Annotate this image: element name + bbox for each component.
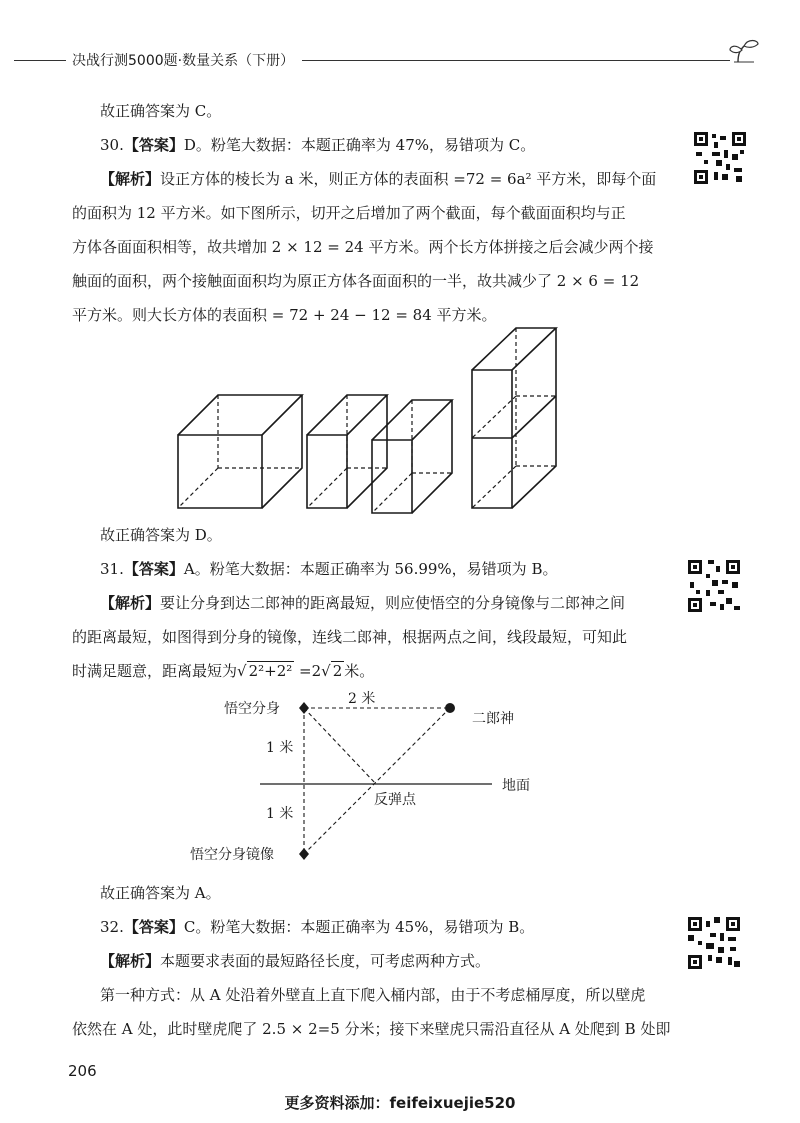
label-ground: 地面 (502, 778, 530, 794)
a31-line-3-text: 时满足题意，距离最短为√ (72, 662, 247, 680)
a32-line-1: 本题要求表面的最短路径长度，可考虑两种方式。 (160, 952, 491, 970)
a30-line-2: 的面积为 12 平方米。如下图所示，切开之后增加了两个截面，每个截面面积均与正 (72, 204, 626, 222)
question-32-analysis (72, 944, 672, 1046)
answer-line-31: 故正确答案为 A。 (100, 884, 221, 902)
running-header-title: 决战行测5000题·数量关系（下册） (72, 53, 295, 69)
a31-eq-text: =2√ (294, 662, 331, 680)
a31-unit: 米。 (344, 662, 375, 680)
label-two-m: 2 米 (348, 691, 376, 707)
a31-radicand-2: 2 (332, 662, 343, 680)
q31-answer-text: A。粉笔大数据：本题正确率为 56.99%，易错项为 B。 (183, 560, 558, 578)
half-cuboid-left (307, 395, 387, 508)
answer-line-30: 故正确答案为 D。 (100, 526, 222, 544)
question-32-answer (100, 910, 534, 944)
a31-radicand: 2²+2² (248, 662, 293, 680)
q30-number: 30. (100, 136, 124, 154)
a32-analysis-tag: 【解析】 (100, 952, 161, 970)
a32-line-3: 依然在 A 处，此时壁虎爬了 2.5 × 2=5 分米；接下来壁虎只需沿直径从 A 处爬到 B 处即 (72, 1020, 671, 1038)
label-bounce: 反弹点 (374, 792, 416, 808)
a30-line-4: 触面的面积，两个接触面面积均为原正方体各面面积的一半，故共减少了 2 × 6 = 12 (72, 272, 640, 290)
a31-analysis-tag: 【解析】 (100, 594, 161, 612)
reflection-diagram (180, 686, 560, 866)
cube-cutting-diagram (170, 320, 570, 520)
wukong-point (299, 702, 309, 714)
q30-answer-tag: 【答案】 (123, 136, 184, 154)
a31-line-2: 的距离最短，如图得到分身的镜像，连线二郎神，根据两点之间，线段最短，可知此 (72, 628, 628, 646)
a30-line-1: 设正方体的棱长为 a 米，则正方体的表面积 =72 = 6a² 平方米，即每个面 (160, 170, 657, 188)
a31-line-3 (72, 654, 672, 688)
a32-line-2: 第一种方式：从 A 处沿着外壁直上直下爬入桶内部，由于不考虑桶厚度，所以壁虎 (100, 986, 646, 1004)
header-rule-right (302, 60, 730, 61)
q32-answer-tag: 【答案】 (123, 918, 184, 936)
answer-line-prev: 故正确答案为 C。 (100, 102, 222, 120)
erlangshen-point (445, 703, 455, 713)
mirror-point (299, 848, 309, 860)
page-number: 206 (68, 1062, 97, 1080)
sprout-icon (724, 36, 764, 68)
label-erlangshen: 二郎神 (472, 711, 514, 727)
footer-note: 更多资料添加：feifeixuejie520 (284, 1094, 516, 1112)
q32-answer-text: C。粉笔大数据：本题正确率为 45%，易错项为 B。 (183, 918, 535, 936)
qr-code-31[interactable] (686, 558, 742, 614)
label-mirror: 悟空分身镜像 (190, 847, 274, 863)
header-rule-left (14, 60, 66, 61)
qr-code-30[interactable] (692, 130, 748, 186)
a30-analysis-tag: 【解析】 (100, 170, 161, 188)
label-wukong: 悟空分身 (224, 701, 280, 717)
stacked-cuboid (472, 328, 556, 508)
qr-code-32[interactable] (686, 915, 742, 971)
original-cube (178, 395, 302, 508)
label-one-m-bottom: 1 米 (266, 806, 294, 822)
q30-answer-text: D。粉笔大数据：本题正确率为 47%，易错项为 C。 (183, 136, 536, 154)
question-30-answer (100, 128, 535, 162)
q31-answer-tag: 【答案】 (123, 560, 184, 578)
question-31-answer (100, 552, 557, 586)
question-30-analysis (72, 162, 672, 332)
a30-line-5: 平方米。则大长方体的表面积 = 72 + 24 − 12 = 84 平方米。 (72, 306, 497, 324)
half-cuboid-right (372, 400, 452, 513)
q31-number: 31. (100, 560, 124, 578)
label-one-m-top: 1 米 (266, 740, 294, 756)
a31-line-1: 要让分身到达二郎神的距离最短，则应使悟空的分身镜像与二郎神之间 (160, 594, 626, 612)
a30-line-3: 方体各面面积相等，故共增加 2 × 12 = 24 平方米。两个长方体拼接之后会减少两个接 (72, 238, 654, 256)
question-31-analysis (72, 586, 672, 688)
q32-number: 32. (100, 918, 124, 936)
